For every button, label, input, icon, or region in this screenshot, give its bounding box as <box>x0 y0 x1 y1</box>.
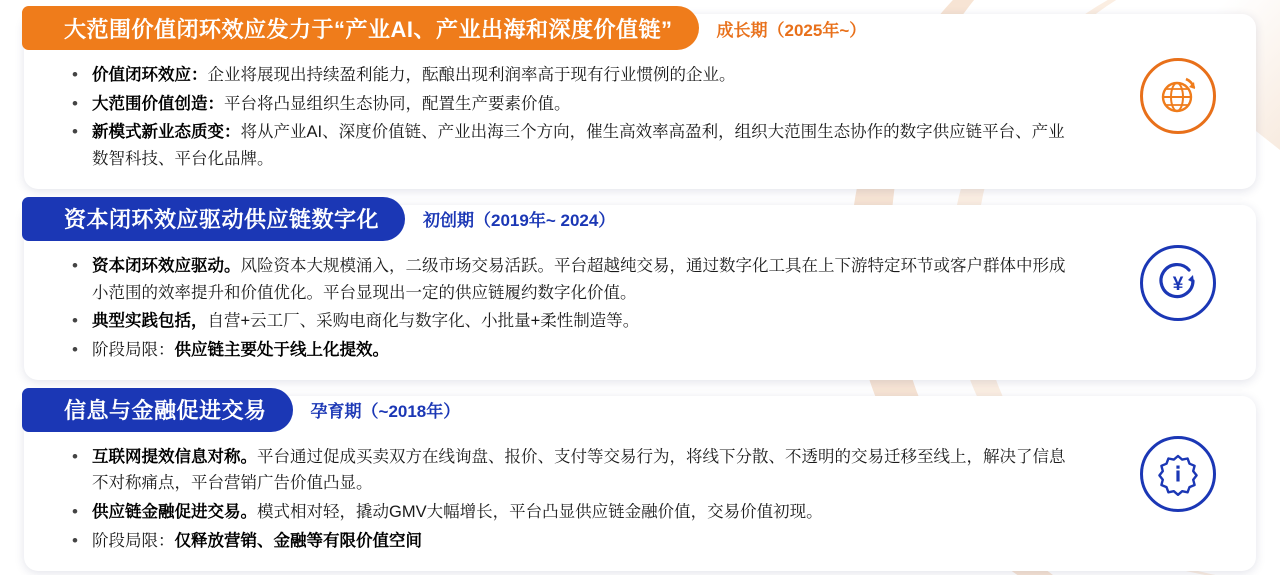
list-item <box>72 308 1076 335</box>
card-header-row <box>24 388 1256 432</box>
card-bullets <box>24 440 1256 555</box>
list-item <box>72 119 1076 172</box>
list-item <box>72 528 1076 555</box>
bullet-text: 平台将凸显组织生态协同，配置生产要素价值。 <box>224 94 571 113</box>
bullet-lead: 供应链金融促进交易。 <box>92 503 257 522</box>
card-phase-label: 成长期（2025年~） <box>716 20 867 40</box>
svg-text:¥: ¥ <box>1172 273 1184 295</box>
list-item <box>72 499 1076 526</box>
card-band-title: 信息与金融促进交易 <box>22 388 293 432</box>
card-header-row <box>24 197 1256 241</box>
globe-arrow-icon <box>1140 58 1216 134</box>
list-item <box>72 444 1076 497</box>
bullet-text: 风险资本大规模涌入，二级市场交易活跃。平台超越纯交易，通过数字化工具在上下游特定环节或客户群体中形成小范围的效率提升和价值优化。平台显现出一定的供应链履约数字化价值。 <box>92 256 1066 302</box>
bullet-lead: 大范围价值创造： <box>92 94 224 113</box>
bullet-text: 平台通过促成买卖双方在线询盘、报价、支付等交易行为，将线下分散、不透明的交易迁移至线上，解决了信息不对称痛点，平台营销广告价值凸显。 <box>92 447 1066 493</box>
info-badge-icon <box>1140 436 1216 512</box>
list-item <box>72 91 1076 118</box>
bullet-lead: 阶段局限： <box>92 341 175 360</box>
card-band-title: 资本闭环效应驱动供应链数字化 <box>22 197 405 241</box>
bullet-text: 自营+云工厂、采购电商化与数字化、小批量+柔性制造等。 <box>207 312 640 331</box>
bullet-lead: 典型实践包括， <box>92 312 208 331</box>
yuan-cycle-icon <box>1140 245 1216 321</box>
bullet-text: 模式相对轻，撬动GMV大幅增长，平台凸显供应链金融价值，交易价值初现。 <box>257 503 823 522</box>
card-startup-stage <box>24 205 1256 380</box>
bullet-text: 供应链主要处于线上化提效。 <box>174 341 389 360</box>
card-bullets <box>24 249 1256 364</box>
card-band-title: 大范围价值闭环效应发力于“产业AI、产业出海和深度价值链” <box>22 6 699 50</box>
list-item <box>72 62 1076 89</box>
list-item <box>72 337 1076 364</box>
card-header-row <box>24 6 1256 50</box>
bullet-lead: 资本闭环效应驱动。 <box>92 256 241 275</box>
bullet-text: 仅释放营销、金融等有限价值空间 <box>174 531 422 550</box>
bullet-lead: 新模式新业态质变： <box>92 123 241 142</box>
bullet-lead: 阶段局限： <box>92 531 175 550</box>
card-phase-label: 孕育期（~2018年） <box>310 402 461 422</box>
bullet-text: 将从产业AI、深度价值链、产业出海三个方向，催生高效率高盈利，组织大范围生态协作的数字供应链平台、产业数智科技、平台化品牌。 <box>92 123 1065 169</box>
bullet-lead: 互联网提效信息对称。 <box>92 447 257 466</box>
bullet-lead: 价值闭环效应： <box>92 66 208 84</box>
card-growth-stage <box>24 14 1256 189</box>
card-phase-label: 初创期（2019年~ 2024） <box>423 211 616 231</box>
bullet-text: 企业将展现出持续盈利能力，酝酿出现利润率高于现有行业惯例的企业。 <box>207 66 736 84</box>
list-item <box>72 253 1076 306</box>
card-incubation-stage <box>24 396 1256 571</box>
card-bullets <box>24 58 1256 173</box>
